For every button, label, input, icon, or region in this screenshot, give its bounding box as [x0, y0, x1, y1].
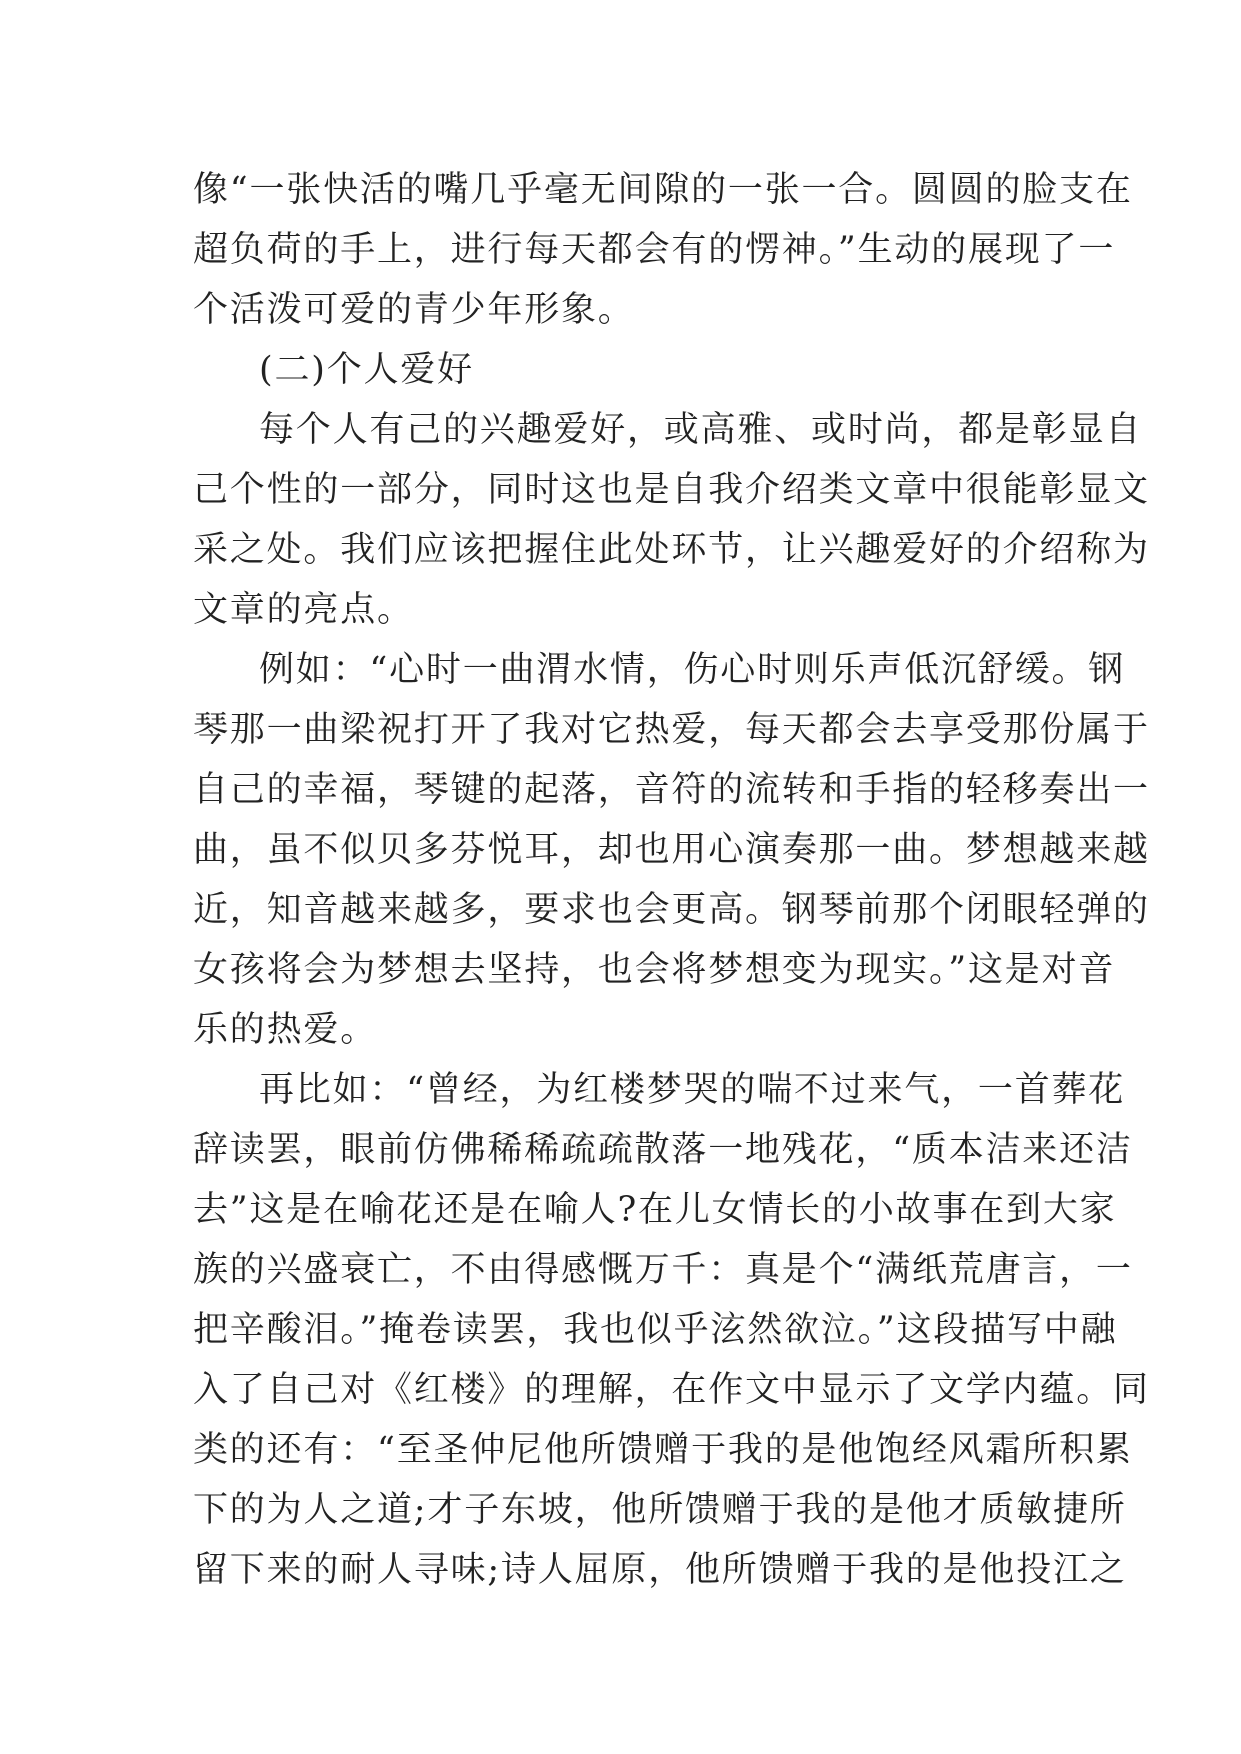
text-line: 超负荷的手上，进行每天都会有的愣神。”生动的展现了一	[193, 230, 1116, 270]
section-heading: (二)个人爱好	[259, 350, 474, 390]
text-line: 女孩将会为梦想去坚持，也会将梦想变为现实。”这是对音	[193, 950, 1116, 990]
text-line: 辞读罢，眼前仿佛稀稀疏疏散落一地残花，“质本洁来还洁	[193, 1130, 1133, 1170]
text-line: 曲，虽不似贝多芬悦耳，却也用心演奏那一曲。梦想越来越	[193, 830, 1150, 870]
document-body	[193, 160, 1150, 1600]
paragraph-start-line: 每个人有己的兴趣爱好，或高雅、或时尚，都是彰显自	[259, 410, 1143, 450]
text-line: 入了自己对《红楼》的理解，在作文中显示了文学内蕴。同	[193, 1370, 1150, 1410]
text-line: 族的兴盛衰亡，不由得感慨万千：真是个“满纸荒唐言，一	[193, 1250, 1133, 1290]
text-line: 个活泼可爱的青少年形象。	[193, 290, 635, 330]
text-line: 像“一张快活的嘴几乎毫无间隙的一张一合。圆圆的脸支在	[193, 170, 1133, 210]
paragraph-start-line: 再比如：“曾经，为红楼梦哭的喘不过来气，一首葬花	[259, 1070, 1126, 1110]
text-line: 近，知音越来越多，要求也会更高。钢琴前那个闭眼轻弹的	[193, 890, 1150, 930]
text-line: 乐的热爱。	[193, 1010, 378, 1050]
text-line: 文章的亮点。	[193, 590, 414, 630]
text-line: 留下来的耐人寻味;诗人屈原，他所馈赠于我的是他投江之	[193, 1550, 1127, 1590]
text-line: 己个性的一部分，同时这也是自我介绍类文章中很能彰显文	[193, 470, 1150, 510]
text-line: 琴那一曲梁祝打开了我对它热爱，每天都会去享受那份属于	[193, 710, 1150, 750]
text-line: 把辛酸泪。”掩卷读罢，我也似乎泫然欲泣。”这段描写中融	[193, 1310, 1118, 1350]
paragraph-start-line: 例如：“心时一曲渭水情，伤心时则乐声低沉舒缓。钢	[259, 650, 1126, 690]
text-line: 采之处。我们应该把握住此处环节，让兴趣爱好的介绍称为	[193, 530, 1150, 570]
text-line: 自己的幸福，琴键的起落，音符的流转和手指的轻移奏出一	[193, 770, 1150, 810]
text-line: 去”这是在喻花还是在喻人?在儿女情长的小故事在到大家	[193, 1190, 1117, 1230]
text-line: 类的还有：“至圣仲尼他所馈赠于我的是他饱经风霜所积累	[193, 1430, 1133, 1470]
text-line: 下的为人之道;才子东坡，他所馈赠于我的是他才质敏捷所	[193, 1490, 1127, 1530]
